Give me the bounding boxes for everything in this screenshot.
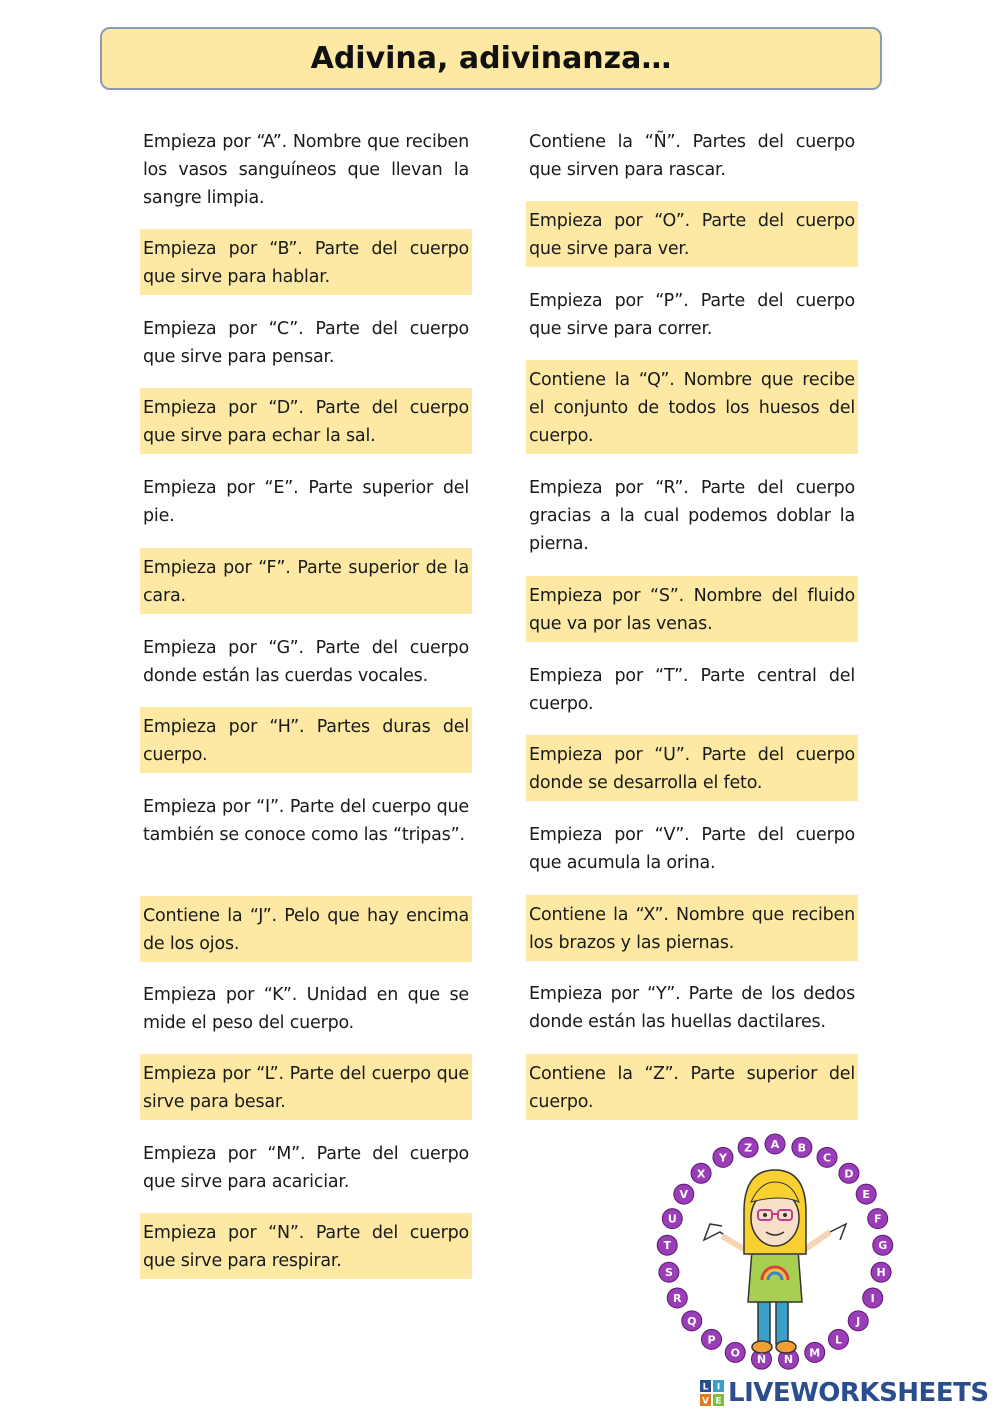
letter-bubble-label: N <box>783 1353 794 1367</box>
riddle-clue: Empieza por “F”. Parte superior de la cara. <box>140 548 472 614</box>
riddle-clue: Empieza por “V”. Parte del cuerpo que acumula la orina. <box>529 825 855 873</box>
riddle-clue: Empieza por “H”. Partes duras del cuerpo. <box>140 707 472 773</box>
letter-bubble <box>702 1329 722 1349</box>
brand-text: LIVEWORKSHEETS <box>728 1378 989 1408</box>
riddle-clue: Empieza por “Y”. Parte de los dedos donde están las huellas dactilares. <box>529 984 855 1032</box>
letter-bubble <box>863 1288 883 1308</box>
letter-bubble <box>662 1209 682 1229</box>
page-title: Adivina, adivinanza… <box>310 41 672 76</box>
riddle-clue: Empieza por “U”. Parte del cuerpo donde se desarrolla el feto. <box>526 735 858 801</box>
riddle-clue: Empieza por “S”. Nombre del fluido que va por las venas. <box>526 576 858 642</box>
letter-bubble-label: J <box>856 1314 861 1328</box>
title-banner <box>100 27 882 90</box>
svg-text:V: V <box>702 1396 709 1406</box>
letter-bubble <box>765 1134 785 1154</box>
riddle-clue: Empieza por “K”. Unidad en que se mide el peso del cuerpo. <box>143 985 469 1033</box>
letter-bubble-label: Z <box>744 1141 753 1155</box>
letter-bubble <box>713 1147 733 1167</box>
letter-bubble <box>848 1311 868 1331</box>
letter-bubble-label: G <box>878 1239 888 1253</box>
letter-bubble-label: X <box>696 1167 706 1181</box>
letter-bubble <box>792 1137 812 1157</box>
letter-bubble <box>738 1137 758 1157</box>
letter-bubble-label: P <box>707 1333 716 1347</box>
letter-bubble <box>817 1147 837 1167</box>
letter-bubble <box>691 1163 711 1183</box>
letter-bubble <box>868 1209 888 1229</box>
letter-bubble <box>657 1235 677 1255</box>
letter-bubble <box>725 1342 745 1362</box>
riddle-clue: Contiene la “J”. Pelo que hay encima de los ojos. <box>140 896 472 962</box>
riddle-clue: Empieza por “O”. Parte del cuerpo que sirve para ver. <box>526 201 858 267</box>
letter-bubble-label: Ñ <box>756 1353 767 1367</box>
letter-bubble-label: M <box>809 1346 821 1360</box>
letter-bubble <box>674 1184 694 1204</box>
letter-bubble-label: Y <box>718 1151 727 1165</box>
riddle-clue: Empieza por “D”. Parte del cuerpo que sirve para echar la sal. <box>140 388 472 454</box>
riddle-clue: Empieza por “E”. Parte superior del pie. <box>143 478 469 526</box>
letter-bubble-label: U <box>667 1212 677 1226</box>
svg-text:E: E <box>715 1396 722 1406</box>
riddle-clue: Contiene la “X”. Nombre que reciben los brazos y las piernas. <box>526 895 858 961</box>
letter-bubble-label: R <box>673 1291 682 1305</box>
letter-bubble-label: F <box>873 1212 882 1226</box>
girl-illustration <box>704 1170 846 1353</box>
riddle-clue: Empieza por “T”. Parte central del cuerpo. <box>529 666 855 714</box>
letter-bubble <box>873 1235 893 1255</box>
letter-bubble-label: Q <box>687 1314 697 1328</box>
riddle-clue: Empieza por “I”. Parte del cuerpo que también se conoce como las “tripas”. <box>143 797 469 845</box>
letter-bubble-label: S <box>664 1266 673 1280</box>
letter-bubble-label: D <box>844 1167 854 1181</box>
letter-bubble <box>828 1329 848 1349</box>
letter-bubble <box>856 1184 876 1204</box>
riddle-clue: Empieza por “G”. Parte del cuerpo donde están las cuerdas vocales. <box>143 638 469 686</box>
riddle-clue: Contiene la “Q”. Nombre que recibe el conjunto de todos los huesos del cuerpo. <box>526 360 858 454</box>
letter-bubble-label: O <box>730 1346 740 1360</box>
letter-bubble <box>659 1262 679 1282</box>
alphabet-wheel-illustration <box>652 1132 898 1378</box>
svg-text:I: I <box>716 1382 721 1393</box>
letter-bubble-label: C <box>822 1151 832 1165</box>
riddle-clue: Empieza por “R”. Parte del cuerpo gracias a la cual podemos doblar la pierna. <box>529 478 855 554</box>
letter-bubble <box>682 1311 702 1331</box>
riddle-clue: Empieza por “L”. Parte del cuerpo que sirve para besar. <box>140 1054 472 1120</box>
letter-bubble <box>839 1163 859 1183</box>
letter-bubble-label: L <box>834 1333 842 1347</box>
riddle-clue: Empieza por “A”. Nombre que reciben los vasos sanguíneos que llevan la sangre limpia. <box>143 132 469 208</box>
riddle-clue: Empieza por “B”. Parte del cuerpo que sirve para hablar. <box>140 229 472 295</box>
letter-bubble <box>805 1342 825 1362</box>
riddle-clue: Empieza por “N”. Parte del cuerpo que sirve para respirar. <box>140 1213 472 1279</box>
letter-bubble-label: E <box>862 1188 870 1202</box>
riddle-clue: Empieza por “M”. Parte del cuerpo que sirve para acariciar. <box>143 1144 469 1192</box>
riddle-clue: Contiene la “Z”. Parte superior del cuerpo. <box>526 1054 858 1120</box>
letter-bubble-label: H <box>876 1266 886 1280</box>
letter-bubble <box>667 1288 687 1308</box>
letter-bubble <box>871 1262 891 1282</box>
letter-bubble-label: I <box>870 1291 875 1305</box>
letter-bubble-label: V <box>679 1188 689 1202</box>
svg-text:L: L <box>702 1382 709 1393</box>
riddle-clue: Empieza por “P”. Parte del cuerpo que sirve para correr. <box>529 291 855 339</box>
riddle-clue: Contiene la “Ñ”. Partes del cuerpo que sirven para rascar. <box>529 132 855 180</box>
riddle-clue: Empieza por “C”. Parte del cuerpo que sirve para pensar. <box>143 319 469 367</box>
letter-bubble-label: T <box>663 1239 671 1253</box>
letter-bubble-label: B <box>797 1141 807 1155</box>
letter-bubble-label: A <box>770 1138 780 1151</box>
liveworksheets-logo-icon <box>700 1380 724 1406</box>
brand-footer <box>700 1375 995 1411</box>
